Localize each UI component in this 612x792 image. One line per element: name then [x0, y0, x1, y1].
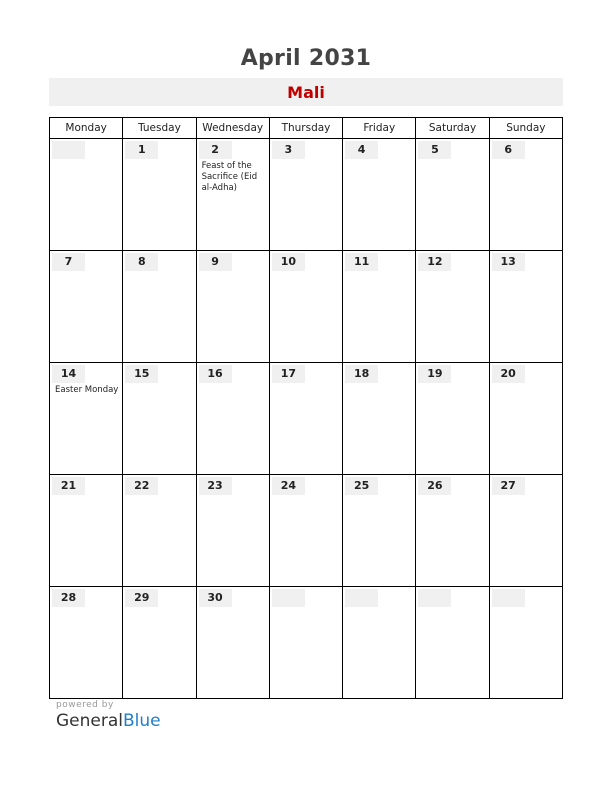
day-number: 19 — [418, 365, 451, 383]
day-cell — [489, 139, 562, 251]
day-cell — [416, 475, 489, 587]
day-cell — [123, 475, 196, 587]
day-cell — [343, 587, 416, 699]
day-number: 7 — [52, 253, 85, 271]
calendar-grid — [49, 117, 563, 699]
country-name: Mali — [287, 82, 325, 102]
day-number: 10 — [272, 253, 305, 271]
day-number — [345, 589, 378, 607]
day-number: 6 — [492, 141, 525, 159]
day-cell — [50, 363, 123, 475]
weekday-header: Monday — [50, 118, 123, 139]
day-cell — [196, 587, 269, 699]
weekday-header: Tuesday — [123, 118, 196, 139]
day-cell — [416, 587, 489, 699]
brand-blue: Blue — [123, 711, 161, 731]
country-banner — [49, 78, 563, 106]
day-number: 24 — [272, 477, 305, 495]
holiday-label: Feast of the Sacrifice (Eid al-Adha) — [201, 161, 258, 193]
brand-general: General — [56, 711, 123, 731]
day-number: 8 — [125, 253, 158, 271]
day-cell — [196, 475, 269, 587]
day-cell — [343, 363, 416, 475]
day-number: 5 — [418, 141, 451, 159]
weekday-header: Sunday — [489, 118, 562, 139]
week-row — [50, 139, 563, 251]
day-number — [52, 141, 85, 159]
day-cell — [343, 139, 416, 251]
weekday-header: Saturday — [416, 118, 489, 139]
week-row — [50, 251, 563, 363]
day-cell — [123, 251, 196, 363]
day-cell — [123, 363, 196, 475]
day-cell — [343, 475, 416, 587]
day-cell — [489, 251, 562, 363]
day-number — [418, 589, 451, 607]
weekday-header: Friday — [343, 118, 416, 139]
day-number — [272, 589, 305, 607]
footer — [56, 700, 161, 731]
week-row — [50, 363, 563, 475]
day-number: 11 — [345, 253, 378, 271]
day-number: 16 — [199, 365, 232, 383]
day-number: 27 — [492, 477, 525, 495]
day-cell — [50, 587, 123, 699]
day-number: 17 — [272, 365, 305, 383]
holiday-label: Easter Monday — [55, 385, 119, 395]
day-number: 29 — [125, 589, 158, 607]
day-cell — [489, 363, 562, 475]
day-number: 26 — [418, 477, 451, 495]
weekday-header: Thursday — [269, 118, 342, 139]
day-number: 30 — [199, 589, 232, 607]
day-number: 9 — [199, 253, 232, 271]
day-cell — [123, 587, 196, 699]
day-cell — [269, 363, 342, 475]
day-number: 23 — [199, 477, 232, 495]
day-number — [492, 589, 525, 607]
week-row — [50, 475, 563, 587]
day-cell — [489, 475, 562, 587]
day-number: 2 — [199, 141, 232, 159]
day-number: 20 — [492, 365, 525, 383]
day-number: 12 — [418, 253, 451, 271]
day-cell — [269, 587, 342, 699]
powered-by-text: powered by — [56, 700, 114, 710]
day-number: 18 — [345, 365, 378, 383]
page-title: April 2031 — [240, 46, 372, 71]
day-cell — [489, 587, 562, 699]
day-cell — [196, 139, 269, 251]
day-cell — [269, 139, 342, 251]
day-cell — [269, 251, 342, 363]
weekday-header: Wednesday — [196, 118, 269, 139]
day-number: 3 — [272, 141, 305, 159]
day-cell — [123, 139, 196, 251]
day-cell — [343, 251, 416, 363]
day-cell — [50, 139, 123, 251]
day-cell — [416, 139, 489, 251]
day-number: 13 — [492, 253, 525, 271]
day-cell — [50, 251, 123, 363]
day-cell — [416, 251, 489, 363]
day-number: 28 — [52, 589, 85, 607]
day-number: 21 — [52, 477, 85, 495]
day-number: 4 — [345, 141, 378, 159]
day-number: 15 — [125, 365, 158, 383]
day-cell — [196, 251, 269, 363]
day-cell — [50, 475, 123, 587]
brand-logo[interactable] — [56, 711, 161, 731]
day-number: 14 — [52, 365, 85, 383]
day-number: 25 — [345, 477, 378, 495]
day-cell — [196, 363, 269, 475]
day-cell — [416, 363, 489, 475]
day-number: 22 — [125, 477, 158, 495]
week-row — [50, 587, 563, 699]
day-cell — [269, 475, 342, 587]
day-number: 1 — [125, 141, 158, 159]
weekday-header-row — [50, 118, 563, 139]
